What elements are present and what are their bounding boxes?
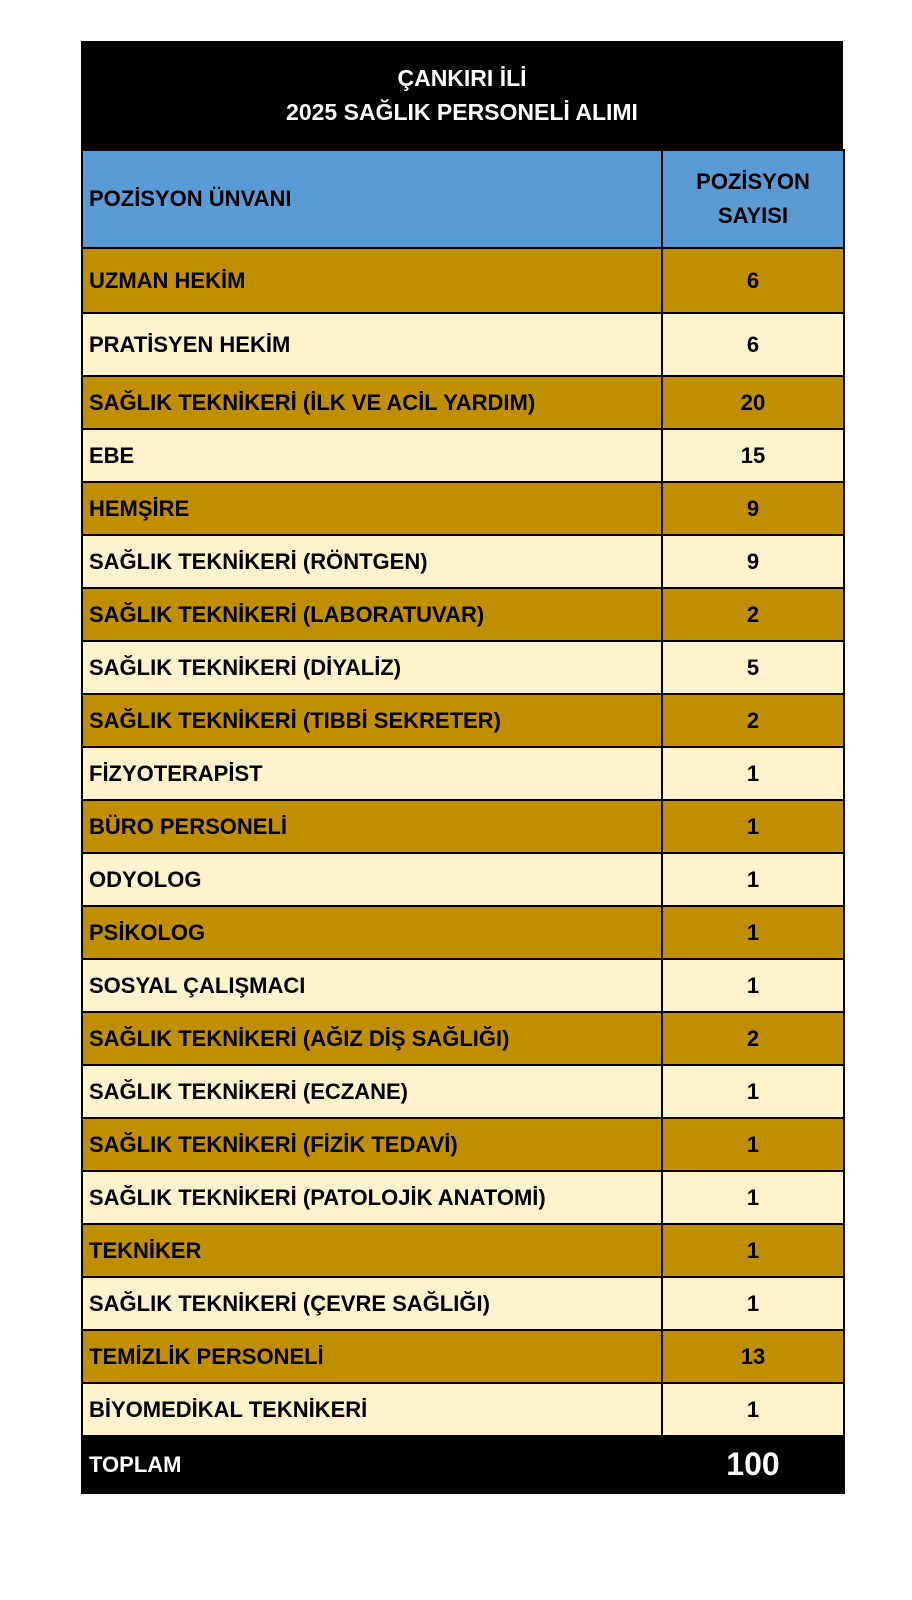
column-header-position-title: POZİSYON ÜNVANI: [82, 150, 662, 248]
position-title-cell: SAĞLIK TEKNİKERİ (LABORATUVAR): [82, 588, 662, 641]
position-count-cell: 1: [662, 747, 844, 800]
position-title-cell: FİZYOTERAPİST: [82, 747, 662, 800]
position-title-cell: SAĞLIK TEKNİKERİ (TIBBİ SEKRETER): [82, 694, 662, 747]
title-line-1: ÇANKIRI İLİ: [397, 65, 527, 91]
position-title-cell: SAĞLIK TEKNİKERİ (İLK VE ACİL YARDIM): [82, 376, 662, 429]
title-line-2: 2025 SAĞLIK PERSONELİ ALIMI: [286, 99, 638, 125]
table-title: [81, 41, 843, 149]
column-header-count-line-2: SAYISI: [717, 203, 789, 228]
position-count-cell: 1: [662, 1118, 844, 1171]
position-title-cell: EBE: [82, 429, 662, 482]
position-count-cell: 13: [662, 1330, 844, 1383]
table-row: [82, 694, 844, 747]
position-title-cell: HEMŞİRE: [82, 482, 662, 535]
position-count-cell: 1: [662, 1277, 844, 1330]
position-title-cell: BÜRO PERSONELİ: [82, 800, 662, 853]
table-row: [82, 1383, 844, 1436]
table-row: [82, 1277, 844, 1330]
positions-table: [81, 149, 845, 1494]
table-row: [82, 959, 844, 1012]
position-count-cell: 5: [662, 641, 844, 694]
table-row: [82, 429, 844, 482]
table-header-row: [82, 150, 844, 248]
table-row: [82, 482, 844, 535]
table-row: [82, 853, 844, 906]
position-count-cell: 9: [662, 482, 844, 535]
table-row: [82, 1118, 844, 1171]
position-title-cell: SAĞLIK TEKNİKERİ (AĞIZ DİŞ SAĞLIĞI): [82, 1012, 662, 1065]
table-row: [82, 588, 844, 641]
table-row: [82, 376, 844, 429]
position-count-cell: 2: [662, 1012, 844, 1065]
column-header-position-count: [662, 150, 844, 248]
table-row: [82, 313, 844, 376]
table-row: [82, 535, 844, 588]
table-row: [82, 248, 844, 313]
position-title-cell: SAĞLIK TEKNİKERİ (ÇEVRE SAĞLIĞI): [82, 1277, 662, 1330]
personnel-table-sheet: [81, 41, 843, 1494]
total-value: 100: [662, 1436, 844, 1493]
position-count-cell: 1: [662, 1383, 844, 1436]
table-row: [82, 1171, 844, 1224]
table-row: [82, 1065, 844, 1118]
position-title-cell: PRATİSYEN HEKİM: [82, 313, 662, 376]
table-row: [82, 641, 844, 694]
position-title-cell: SAĞLIK TEKNİKERİ (DİYALİZ): [82, 641, 662, 694]
table-row: [82, 800, 844, 853]
position-title-cell: TEMİZLİK PERSONELİ: [82, 1330, 662, 1383]
position-title-cell: UZMAN HEKİM: [82, 248, 662, 313]
position-count-cell: 1: [662, 906, 844, 959]
position-count-cell: 9: [662, 535, 844, 588]
table-row: [82, 747, 844, 800]
position-title-cell: SAĞLIK TEKNİKERİ (RÖNTGEN): [82, 535, 662, 588]
position-title-cell: SOSYAL ÇALIŞMACI: [82, 959, 662, 1012]
table-row: [82, 1330, 844, 1383]
position-count-cell: 20: [662, 376, 844, 429]
table-row: [82, 906, 844, 959]
position-count-cell: 15: [662, 429, 844, 482]
position-title-cell: SAĞLIK TEKNİKERİ (PATOLOJİK ANATOMİ): [82, 1171, 662, 1224]
column-header-count-line-1: POZİSYON: [696, 169, 810, 194]
position-count-cell: 6: [662, 313, 844, 376]
position-title-cell: SAĞLIK TEKNİKERİ (FİZİK TEDAVİ): [82, 1118, 662, 1171]
position-title-cell: ODYOLOG: [82, 853, 662, 906]
total-label: TOPLAM: [82, 1436, 662, 1493]
position-count-cell: 1: [662, 853, 844, 906]
position-count-cell: 1: [662, 1171, 844, 1224]
position-count-cell: 2: [662, 588, 844, 641]
table-row: [82, 1224, 844, 1277]
position-title-cell: TEKNİKER: [82, 1224, 662, 1277]
total-row: [82, 1436, 844, 1493]
position-title-cell: BİYOMEDİKAL TEKNİKERİ: [82, 1383, 662, 1436]
position-count-cell: 1: [662, 800, 844, 853]
position-title-cell: SAĞLIK TEKNİKERİ (ECZANE): [82, 1065, 662, 1118]
position-count-cell: 1: [662, 1065, 844, 1118]
table-row: [82, 1012, 844, 1065]
position-count-cell: 1: [662, 1224, 844, 1277]
position-title-cell: PSİKOLOG: [82, 906, 662, 959]
position-count-cell: 6: [662, 248, 844, 313]
position-count-cell: 1: [662, 959, 844, 1012]
position-count-cell: 2: [662, 694, 844, 747]
